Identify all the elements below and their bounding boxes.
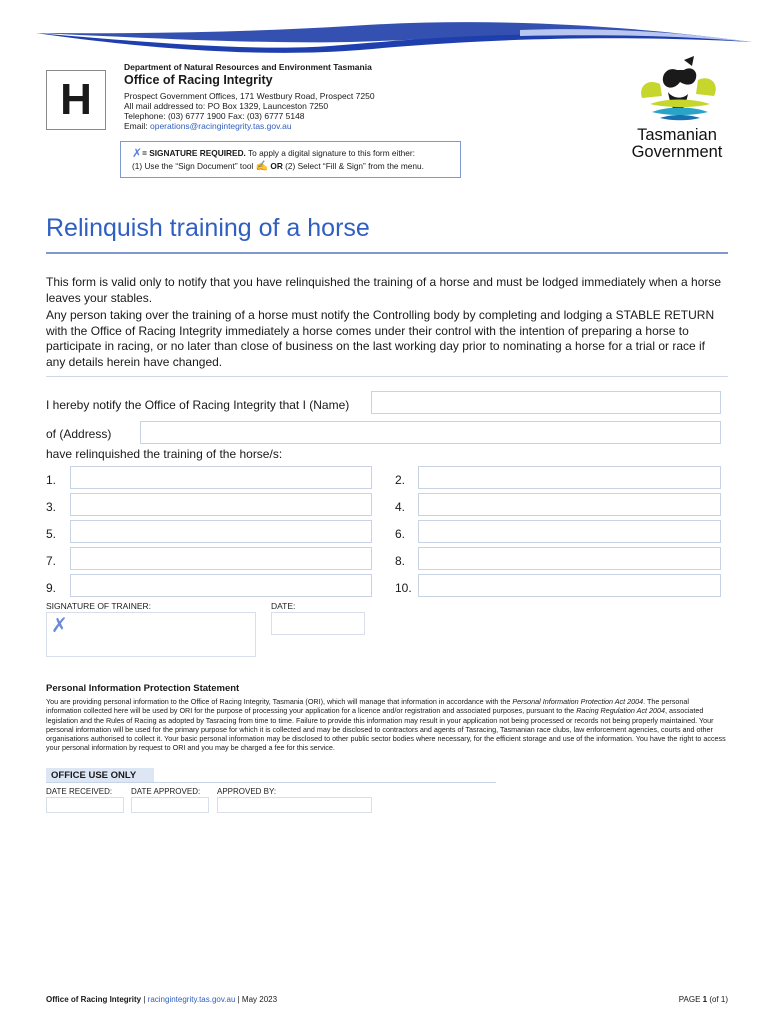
signature-x-icon: ✗ bbox=[132, 146, 143, 160]
horse-number-8: 8. bbox=[395, 554, 406, 568]
privacy-text-part1: You are providing personal information to the Office of Racing Integrity, Tasmania (ORI), which will manage that information in accordance with the bbox=[46, 697, 513, 706]
footer-website-link[interactable]: racingintegrity.tas.gov.au bbox=[147, 995, 236, 1004]
form-code-box bbox=[46, 70, 106, 130]
horse-number-7: 7. bbox=[46, 554, 57, 568]
footer-page bbox=[679, 995, 728, 1004]
form-code-letter: H bbox=[60, 75, 92, 124]
horse-number-10: 10. bbox=[395, 581, 412, 595]
name-field[interactable] bbox=[371, 391, 721, 414]
department-name: Department of Natural Resources and Environment Tasmania bbox=[124, 62, 372, 72]
or-label: OR bbox=[270, 161, 283, 171]
privacy-heading: Personal Information Protection Statement bbox=[46, 683, 240, 694]
horse-number-3: 3. bbox=[46, 500, 57, 514]
signature-notice-line1 bbox=[132, 146, 415, 160]
intro-paragraph-2: Any person taking over the training of a horse must notify the Controlling body by completing and lodging a STABLE RETURN with the Office of Racing Integrity immediately a horse comes under their control with the intention of preparing a horse to participate in racing, or no later than close of business on the last working day prior to nominating a horse for a trial or race if any details herein have changed. bbox=[46, 308, 715, 369]
horse-field-9[interactable] bbox=[70, 574, 372, 597]
horse-field-1[interactable] bbox=[70, 466, 372, 489]
address-line: Prospect Government Offices, 171 Westbury Road, Prospect 7250 bbox=[124, 91, 375, 101]
footer-org: Office of Racing Integrity bbox=[46, 995, 142, 1004]
email-line bbox=[124, 121, 375, 131]
address-field[interactable] bbox=[140, 421, 721, 444]
signature-notice-line2 bbox=[132, 161, 424, 172]
approved-by-field[interactable] bbox=[217, 797, 372, 813]
date-field[interactable] bbox=[271, 612, 365, 635]
privacy-text bbox=[46, 697, 726, 753]
privacy-text-part2: . The personal information collected here will be used by ORI for the purpose of processing your application for a licence and/or registration and associated purposes, pursuant to the bbox=[46, 697, 689, 716]
horse-field-8[interactable] bbox=[418, 547, 721, 570]
logo-text-line2: Government bbox=[631, 143, 723, 161]
page-prefix: PAGE bbox=[678, 995, 703, 1004]
office-use-rule bbox=[46, 782, 496, 783]
tasmanian-devil-icon bbox=[622, 56, 732, 122]
intro-paragraph-1: This form is valid only to notify that you have relinquished the training of a horse and must be lodged immediately when a horse leaves your stables. bbox=[46, 275, 722, 305]
horse-field-5[interactable] bbox=[70, 520, 372, 543]
horse-number-1: 1. bbox=[46, 473, 57, 487]
horse-field-2[interactable] bbox=[418, 466, 721, 489]
header-swoosh bbox=[0, 0, 770, 60]
page-title: Relinquish training of a horse bbox=[46, 214, 370, 242]
header-address bbox=[124, 91, 375, 131]
email-link[interactable]: operations@racingintegrity.tas.gov.au bbox=[149, 121, 292, 131]
email-label: Email: bbox=[124, 121, 150, 131]
racing-act-name: Racing Regulation Act 2004 bbox=[576, 706, 666, 716]
date-received-label: DATE RECEIVED: bbox=[46, 787, 113, 796]
horse-number-2: 2. bbox=[395, 473, 406, 487]
privacy-act-name: Personal Information Protection Act 2004 bbox=[512, 697, 644, 706]
page-suffix: (of 1) bbox=[707, 995, 728, 1004]
logo-text-line1: Tasmanian bbox=[637, 126, 717, 144]
signature-label: SIGNATURE OF TRAINER: bbox=[46, 601, 152, 611]
horse-field-4[interactable] bbox=[418, 493, 721, 516]
sign-tool-instruction: (1) Use the “Sign Document” tool bbox=[132, 161, 254, 171]
date-received-field[interactable] bbox=[46, 797, 124, 813]
phone-line: Telephone: (03) 6777 1900 Fax: (03) 6777 5148 bbox=[124, 111, 305, 121]
signature-notice-box bbox=[120, 141, 461, 178]
intro-rule bbox=[46, 376, 728, 377]
horse-number-9: 9. bbox=[46, 581, 57, 595]
horse-field-6[interactable] bbox=[418, 520, 721, 543]
mail-line: All mail addressed to: PO Box 1329, Launceston 7250 bbox=[124, 101, 329, 111]
fill-sign-instruction: (2) Select “Fill & Sign” from the menu. bbox=[285, 161, 424, 171]
footer-left bbox=[46, 995, 277, 1004]
horses-label: have relinquished the training of the horse/s: bbox=[46, 447, 283, 461]
approved-by-label: APPROVED BY: bbox=[217, 787, 277, 796]
date-approved-field[interactable] bbox=[131, 797, 209, 813]
signature-required-label: = SIGNATURE REQUIRED. bbox=[142, 148, 246, 158]
horse-field-10[interactable] bbox=[418, 574, 721, 597]
horse-number-4: 4. bbox=[395, 500, 406, 514]
page-number: 1 bbox=[702, 995, 708, 1004]
office-use-heading bbox=[46, 768, 154, 783]
signature-field[interactable] bbox=[46, 612, 256, 657]
date-label: DATE: bbox=[271, 601, 296, 611]
office-use-label: OFFICE USE ONLY bbox=[51, 770, 137, 781]
footer-separator: | bbox=[141, 995, 148, 1004]
footer-date: | May 2023 bbox=[235, 995, 278, 1004]
horse-number-5: 5. bbox=[46, 527, 57, 541]
sign-pen-icon: ✍ bbox=[255, 161, 269, 172]
name-label: I hereby notify the Office of Racing Integrity that I (Name) bbox=[46, 398, 350, 412]
horse-field-3[interactable] bbox=[70, 493, 372, 516]
signature-x-icon: ✗ bbox=[51, 615, 68, 637]
address-label: of (Address) bbox=[46, 427, 112, 441]
horse-number-6: 6. bbox=[395, 527, 406, 541]
signature-notice-text: To apply a digital signature to this form either: bbox=[245, 148, 415, 158]
tasmanian-government-logo bbox=[622, 56, 732, 161]
office-name: Office of Racing Integrity bbox=[124, 73, 273, 87]
title-rule bbox=[46, 252, 728, 254]
horse-field-7[interactable] bbox=[70, 547, 372, 570]
privacy-text-part3: , associated legislation and the Rules of Racing as adopted by Tasracing from time to time. Failure to provide this information may result in your application not being processed or records not being properly maintained. Your personal information will be used for the primary purpose for which it is collected and may be disclosed to contractors and agents of Tasracing, Tasmanian race clubs, law enforcement agencies, courts and other organisations authorised to collect it. Your basic personal information may be disclosed to other public sector bodies where necessary, for the efficient storage and use of the information. You have the right to access your personal information by request to ORI and you may be charged a fee for this service. bbox=[46, 706, 726, 753]
date-approved-label: DATE APPROVED: bbox=[131, 787, 201, 796]
